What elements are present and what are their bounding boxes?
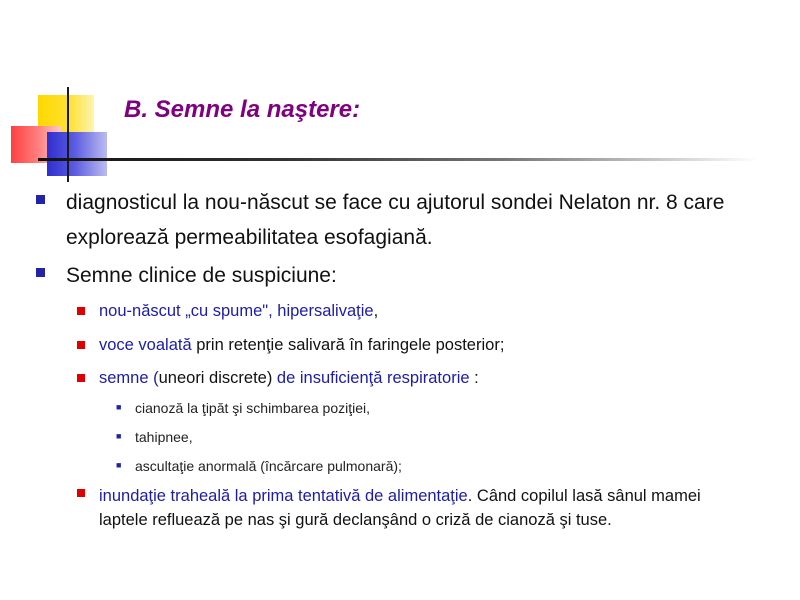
slide-title: B. Semne la naştere: [124, 96, 361, 123]
sign-respiratory-part3: de insuficienţă respiratorie [272, 369, 470, 387]
sign-voice-text: prin retenţie salivară în faringele posterior; [191, 336, 505, 354]
bullet-red-square-icon [77, 489, 85, 497]
sign-foam-highlight: nou-născut „cu spume", hipersalivaţie [99, 302, 374, 320]
bullet-clinical-signs: Semne clinice de suspiciune: [66, 264, 337, 287]
title-underline [38, 158, 758, 161]
sign-respiratory-part2: uneori discrete) [158, 369, 273, 387]
sign-voice-highlight: voce voalată [99, 336, 192, 354]
sub-sign-auscultation: ascultaţie anormală (încărcare pulmonară); [135, 458, 402, 474]
sign-respiratory [99, 366, 789, 390]
sign-tracheal-flooding [99, 484, 794, 532]
sign-tracheal-text: . Când copilul lasă sânul mamei [467, 487, 701, 505]
vertical-rule [67, 87, 69, 182]
sub-sign-tachypnea: tahipnee, [135, 429, 193, 445]
bullet-diagnostic-line-2: explorează permeabilitatea esofagiană. [66, 226, 433, 249]
bullet-small-square-icon: ■ [116, 431, 122, 441]
sign-foam-punct: , [373, 302, 379, 320]
sign-foam [99, 299, 789, 323]
bullet-square-icon [36, 268, 45, 277]
sign-tracheal-line-2: laptele refluează pe nas şi gură declanşând o criză de cianoză şi tuse. [99, 511, 612, 529]
bullet-red-square-icon [77, 374, 85, 382]
bullet-square-icon [36, 195, 45, 204]
sign-voice [99, 333, 789, 357]
bullet-red-square-icon [77, 307, 85, 315]
bullet-small-square-icon: ■ [116, 460, 122, 470]
sign-respiratory-part4: : [469, 369, 479, 387]
bullet-diagnostic [66, 185, 786, 255]
sign-tracheal-line-1 [99, 484, 794, 508]
sub-sign-cyanosis: cianoză la ţipăt şi schimbarea poziţiei, [135, 400, 371, 416]
bullet-small-square-icon: ■ [116, 402, 122, 412]
bullet-red-square-icon [77, 341, 85, 349]
sign-tracheal-highlight: inundaţie traheală la prima tentativă de alimentaţie [99, 487, 468, 505]
bullet-diagnostic-line-1: diagnosticul la nou-născut se face cu ajutorul sondei Nelaton nr. 8 care [66, 191, 725, 214]
blue-square-decoration [47, 132, 107, 176]
sign-respiratory-part1: semne ( [99, 369, 159, 387]
